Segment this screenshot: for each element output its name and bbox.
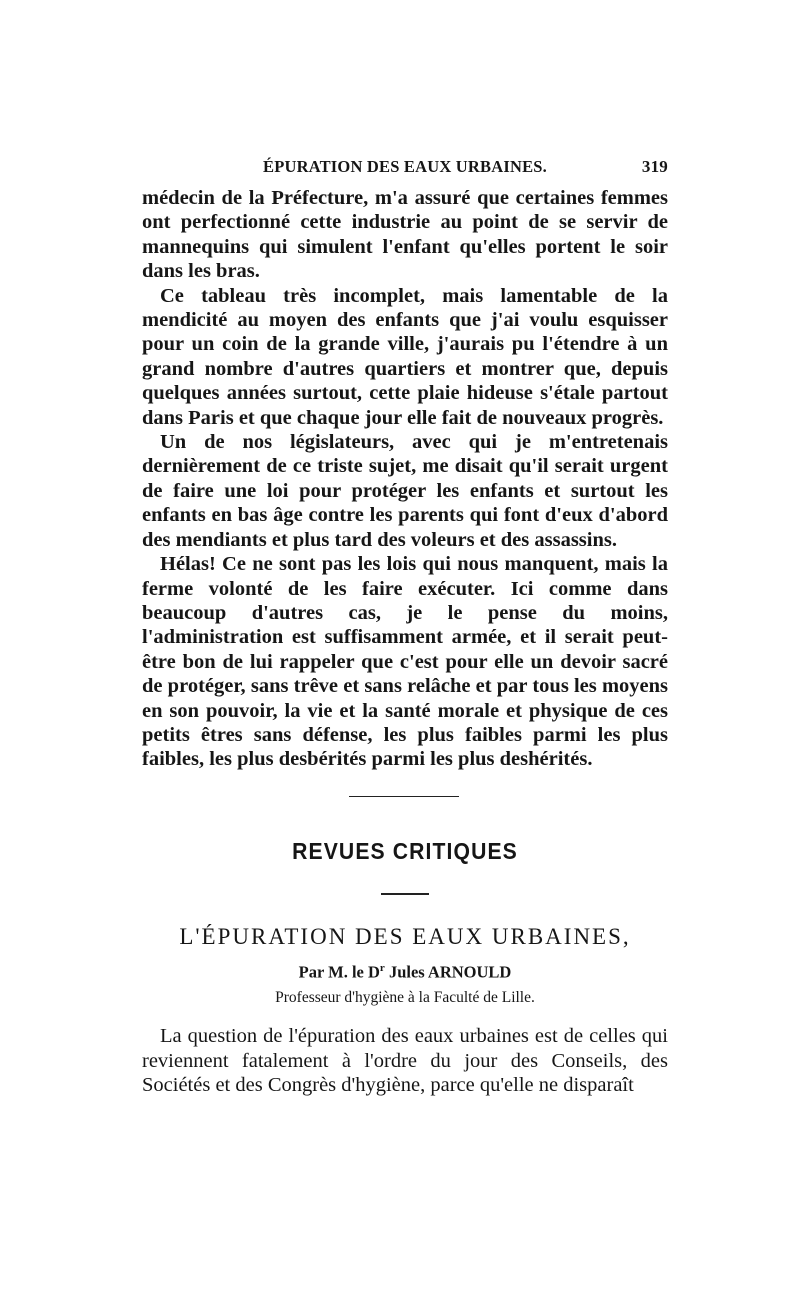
paragraph: Ce tableau très incomplet, mais lamentable de la mendicité au moyen des enfants que j'ai voulu esquisser pour un coin de la grande ville, j'aurais pu l'étendre à un grand nombre d'autres quartiers et montrer que, depuis quelques années surtout, cette plaie hideuse s'étale partout dans Paris et que chaque jour elle fait de nouveaux progrès. (142, 284, 668, 429)
heading-divider (381, 893, 429, 895)
article-title: L'ÉPURATION DES EAUX URBAINES, (179, 924, 631, 949)
article-byline (142, 962, 668, 983)
running-head-title: ÉPURATION DES EAUX URBAINES. (262, 157, 547, 176)
paragraph: médecin de la Préfecture, m'a assuré que certaines femmes ont perfectionné cette industrie au point de se servir de mannequins qui simulent l'enfant qu'elles portent le soir dans les bras. (142, 187, 668, 283)
paragraph: Hélas! Ce ne sont pas les lois qui nous manquent, mais la ferme volonté de les faire exécuter. Ici comme dans beaucoup d'autres cas, je le pense du moins, l'administration est suffisamment armée, et il serait peut-être bon de lui rappeler que c'est pour elle un devoir sacré de protéger, sans trêve et sans relâche et par tous les moyens en son pouvoir, la vie et la santé morale et physique de ces petits êtres sans défense, les plus faibles parmi les plus faibles, les plus desbérités parmi les plus deshérités. (142, 553, 668, 771)
paragraph: Un de nos législateurs, avec qui je m'entretenais dernièrement de ce triste sujet, me disait qu'il serait urgent de faire une loi pour protéger les enfants et surtout les enfants en bas âge contre les parents qui font d'eux d'abord des mendiants et plus tard des voleurs et des assassins. (142, 431, 668, 551)
section-divider (349, 796, 459, 797)
paragraph: La question de l'épuration des eaux urbaines est de celles qui reviennent fatalement à l'ordre du jour des Conseils, des Sociétés et des Congrès d'hygiène, parce qu'elle ne disparaît (142, 1025, 668, 1096)
running-head (142, 157, 668, 183)
body-text (142, 186, 668, 772)
byline-prefix: Par M. le D (298, 962, 380, 982)
byline-author: Jules ARNOULD (384, 962, 512, 982)
article-text (142, 1024, 668, 1098)
author-affiliation: Professeur d'hygiène à la Faculté de Lille. (275, 989, 535, 1006)
page-number: 319 (641, 157, 668, 176)
byline-superscript: r (379, 962, 385, 974)
section-heading: REVUES CRITIQUES (292, 838, 518, 864)
